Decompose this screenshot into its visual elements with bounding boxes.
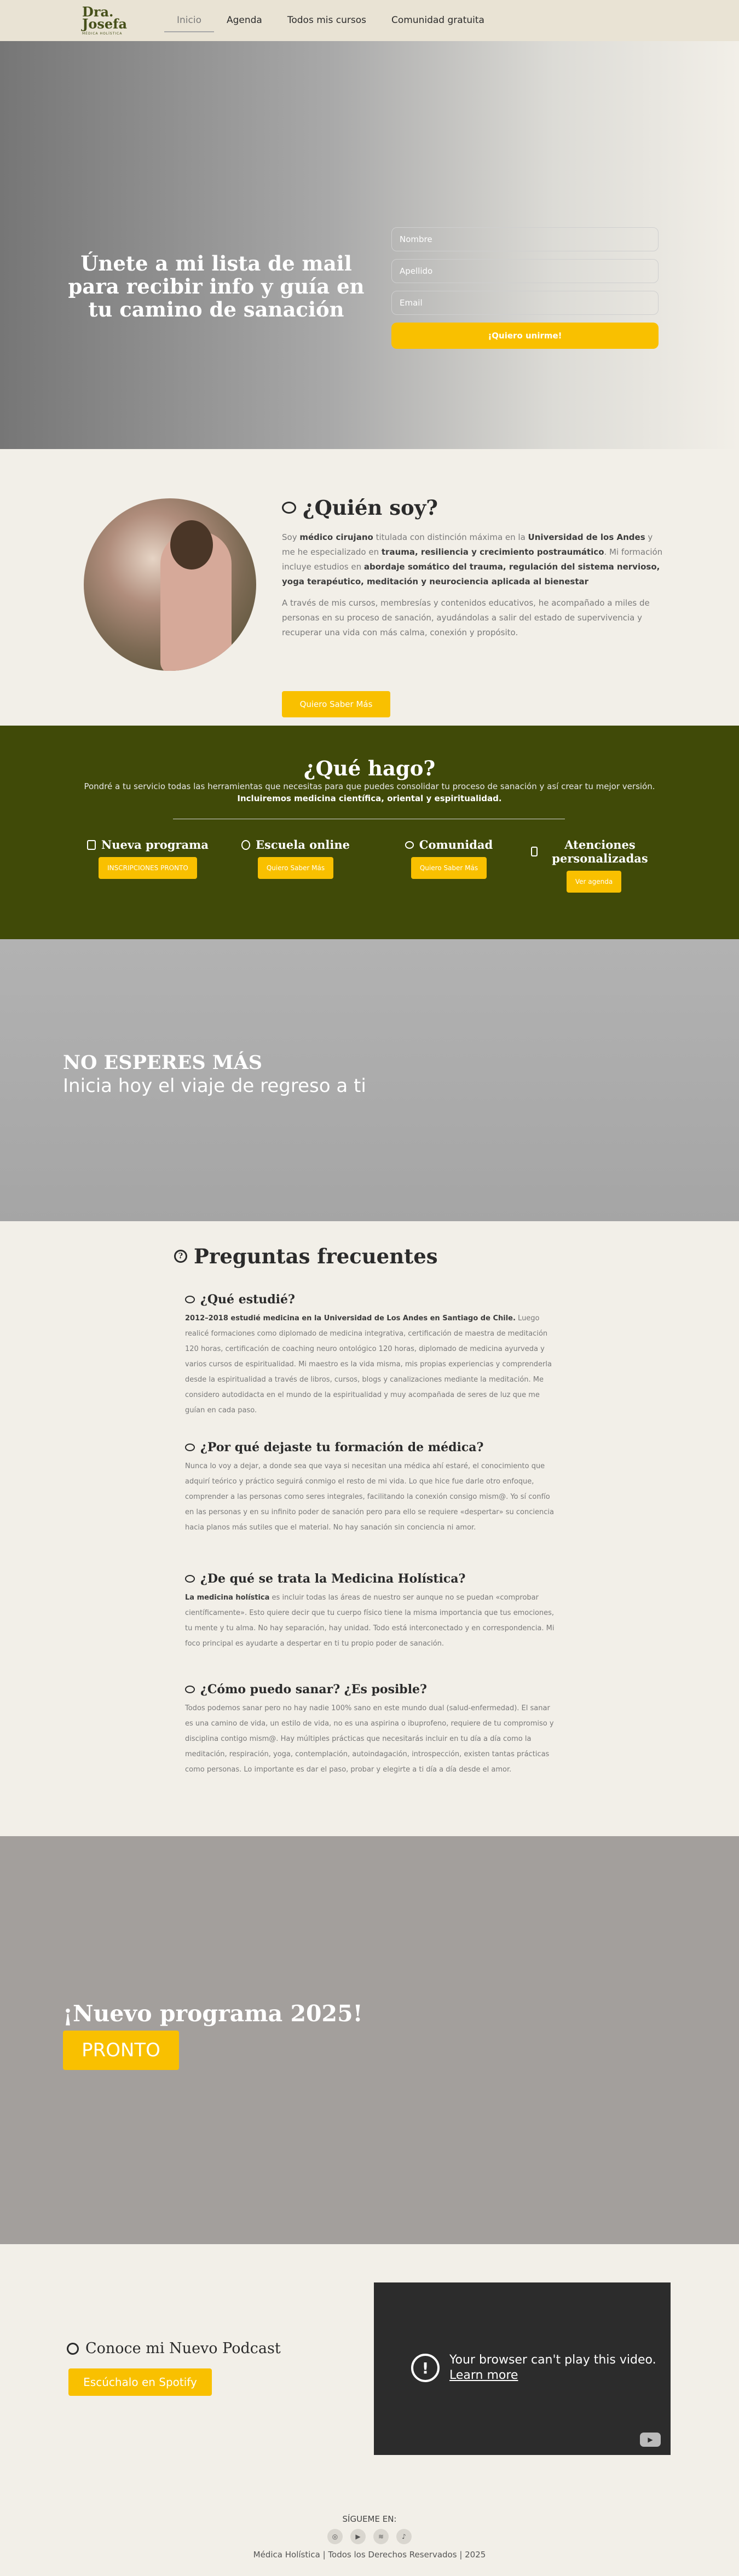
escuela-button[interactable]: Quiero Saber Más (258, 857, 333, 879)
copyright: Médica Holística | Todos los Derechos Reservados | 2025 (253, 2550, 486, 2560)
podcast-icon (67, 2343, 79, 2355)
faq-item (185, 1440, 557, 1536)
podcast-title (67, 2340, 281, 2357)
faq-answer: La medicina holística es incluir todas las áreas de nuestro ser aunque no se puedan «comprobar científicamente». Esto quiere decir que tu cuerpo físico tiene la misma importancia que tus emociones, tu mente y tu alma. No hay separación, hay unidad. Todo está interconectado y en correspondencia. Mi foco principal es ayudarte a despertar en ti tu propio poder de sanación. (185, 1594, 555, 1648)
newsletter-form (391, 227, 659, 349)
lastname-input[interactable]: Apellido (391, 259, 659, 283)
service-title: Comunidad (419, 838, 493, 852)
warning-icon: ! (411, 2354, 440, 2382)
nav-item-inicio[interactable]: Inicio (164, 9, 214, 32)
what-i-do-subtitle (0, 780, 739, 804)
social-links (0, 2529, 739, 2544)
faq-title-text: Preguntas frecuentes (194, 1244, 438, 1268)
learn-more-link[interactable]: Learn more (449, 2368, 518, 2382)
follow-label: SÍGUEME EN: (342, 2514, 397, 2524)
service-title: Escuela online (256, 838, 350, 852)
email-input[interactable]: Email (391, 291, 659, 315)
faq-question: ¿Qué estudié? (200, 1292, 295, 1307)
faq-question: ¿Cómo puedo sanar? ¿Es posible? (200, 1682, 427, 1697)
faq-question: ¿De qué se trata la Medicina Holística? (200, 1572, 466, 1586)
faq-item (185, 1572, 557, 1652)
instagram-icon[interactable]: ◎ (327, 2529, 343, 2544)
spotify-button[interactable]: Escúchalo en Spotify (68, 2368, 212, 2396)
chat-bubble-icon (185, 1444, 195, 1451)
tiktok-icon[interactable]: ♪ (396, 2529, 412, 2544)
portrait-image (84, 498, 256, 671)
nav-item-cursos[interactable]: Todos mis cursos (287, 14, 366, 26)
service-card-comunidad (397, 838, 501, 879)
portrait-head (170, 520, 213, 570)
about-more-button[interactable]: Quiero Saber Más (282, 691, 390, 717)
faq-question: ¿Por qué dejaste tu formación de médica? (200, 1440, 484, 1454)
faq-answer: Todos podemos sanar pero no hay nadie 100% sano en este mundo dual (salud-enfermedad). El sanar es una camino de vida, un estilo de vida, no es una aspirina o ibuprofeno, requiere de tu compromiso y disciplina contigo mism@. Hay múltiples prácticas que necesitarás incluir en tu día a día como la meditación, respiración, yoga, contemplación, autoindagación, introspección, existen tantas prácticas como personas. Lo importante es dar el paso, probar y elegirte a ti día a día desde el amor. (185, 1704, 554, 1774)
nav-item-agenda[interactable]: Agenda (226, 14, 262, 26)
chat-bubble-icon (185, 1575, 195, 1583)
what-i-do-section (0, 726, 739, 939)
about-title (282, 496, 438, 520)
logo[interactable] (82, 4, 131, 38)
youtube-icon[interactable]: ▶ (640, 2433, 661, 2447)
faq-section (0, 1221, 739, 1836)
video-player[interactable] (374, 2282, 671, 2455)
video-error-text: Your browser can't play this video. (449, 2353, 656, 2367)
about-section (0, 449, 739, 726)
what-i-do-subtitle-text: Pondré a tu servicio todas las herramientas que necesitas para que puedes consolidar tu proceso de sanación y así crear tu mejor versión. (84, 781, 655, 791)
what-i-do-title: ¿Qué hago? (303, 756, 436, 780)
site-footer (0, 2469, 739, 2576)
podcast-section (0, 2244, 739, 2469)
site-header (0, 0, 739, 41)
about-text (282, 530, 668, 647)
chat-bubble-icon (185, 1686, 195, 1693)
banner-title: NO ESPERES MÁS (63, 1051, 263, 1074)
faq-item (185, 1292, 557, 1418)
youtube-icon[interactable]: ▶ (350, 2529, 366, 2544)
comunidad-button[interactable]: Quiero Saber Más (411, 857, 487, 879)
chat-icon (405, 841, 414, 849)
programa-button[interactable]: INSCRIPCIONES PRONTO (99, 857, 197, 879)
hero-section (0, 41, 739, 449)
what-i-do-subtitle-bold: Incluiremos medicina científica, oriental y espiritualidad. (237, 794, 502, 803)
promo-title: ¡Nuevo programa 2025! (63, 2000, 363, 2027)
cta-banner (0, 939, 739, 1221)
agenda-button[interactable]: Ver agenda (567, 871, 621, 893)
nav-item-comunidad[interactable]: Comunidad gratuita (391, 14, 484, 26)
promo-section (0, 1836, 739, 2244)
faq-answer: 2012–2018 estudié medicina en la Universidad de Los Andes en Santiago de Chile. Luego realicé formaciones como diplomado de medicina integrativa, certificación de maestra de meditación 120 horas, certificación de coaching neuro ontológico 120 horas, diplomado de medicina ayurveda y varios cursos de espiritualidad. Mi maestro es la vida misma, mis propias experiencias y comprenderla desde la espiritualidad a través de libros, cursos, blogs y canalizaciones mediante la meditación. Me considero autodidacta en el mundo de la espiritualidad y muy acompañada de seres de luz que me guían en cada paso. (185, 1314, 552, 1415)
service-card-atenciones (531, 838, 657, 893)
service-card-programa (82, 838, 213, 879)
spotify-icon[interactable]: ≋ (373, 2529, 389, 2544)
question-icon: ? (174, 1250, 187, 1263)
join-button[interactable]: ¡Quiero unirme! (391, 323, 659, 349)
about-title-text: ¿Quién soy? (303, 496, 438, 520)
banner-subtitle: Inicia hoy el viaje de regreso a ti (63, 1075, 366, 1097)
podcast-title-text: Conoce mi Nuevo Podcast (85, 2340, 281, 2357)
name-input[interactable]: Nombre (391, 227, 659, 251)
chat-bubble-icon (185, 1296, 195, 1303)
promo-button[interactable]: PRONTO (63, 2031, 179, 2070)
main-nav (164, 9, 497, 32)
faq-title (174, 1244, 438, 1268)
logo-name: Dra. Josefa (82, 3, 128, 32)
lightbulb-icon (241, 840, 250, 850)
service-title: Nueva programa (101, 838, 209, 852)
about-paragraph-2: A través de mis cursos, membresías y contenidos educativos, he acompañado a miles de personas en su proceso de sanación, ayudándolas a salir del estado de supervivencia y recuperar una vida con más calma, conexión y propósito. (282, 598, 650, 637)
logo-subtitle: MÉDICA HOLÍSTICA (82, 31, 123, 36)
hero-title: Únete a mi lista de mail para recibir info y guía en tu camino de sanación (68, 251, 365, 321)
calendar-icon (531, 847, 538, 856)
faq-item (185, 1682, 557, 1778)
service-title: Atenciones personalizadas (552, 838, 648, 865)
service-card-escuela (241, 838, 350, 879)
clipboard-icon (87, 840, 96, 850)
chat-bubble-icon (282, 502, 296, 514)
about-paragraph-1: Soy médico cirujano titulada con distinción máxima en la Universidad de los Andes y me he especializado en trauma, resiliencia y crecimiento postraumático. Mi formación incluye estudios en abordaje somático del trauma, regulación del sistema nervioso, yoga terapéutico, meditación y neurociencia aplicada al bienestar (282, 532, 663, 586)
faq-answer: Nunca lo voy a dejar, a donde sea que vaya si necesitan una médica ahí estaré, el conocimiento que adquirí teórico y práctico seguirá conmigo el resto de mi vida. Lo que hice fue darle otro enfoque, comprender a las personas como seres integrales, facilitando la conexión consigo mism@. Yo sí confío en las personas y en su infinito poder de sanación pero para ello se requiere «despertar» su conciencia hacia planos más sutiles que el material. No hay sanación sin conciencia ni amor. (185, 1462, 554, 1532)
